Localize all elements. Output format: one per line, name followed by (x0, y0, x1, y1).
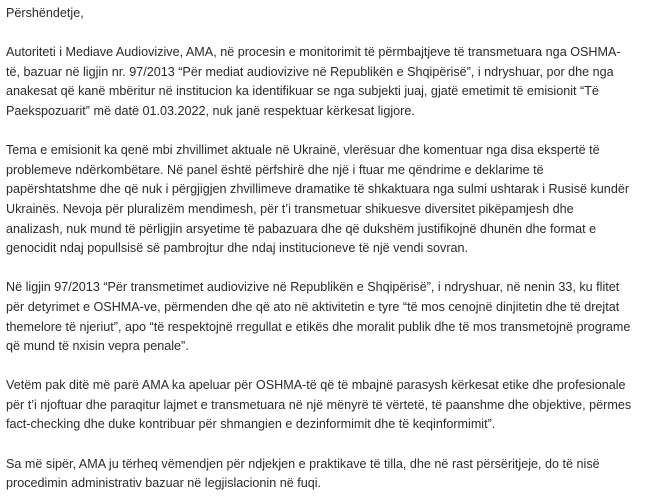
paragraph-line: papërshtatshme dhe që nuk i përgjigjen zhvillimeve dramatike të shkaktuara nga sulmi ushtarak i Rusisë kundër (6, 182, 630, 197)
greeting (6, 4, 656, 24)
paragraph-line: që mund të nxisin vepra penale”. (6, 339, 189, 354)
paragraph-line: Sa më sipër, AMA ju tërheq vëmendjen për ndjekjen e praktikave të tilla, dhe në rast përsëritjeje, do të nisë (6, 456, 600, 471)
paragraph-line: genocidit ndaj popullsisë së pambrojtur dhe ndaj institucioneve të një vendi sovran. (6, 241, 469, 256)
paragraph-3 (6, 278, 656, 356)
paragraph-5 (6, 455, 656, 494)
paragraph-1 (6, 43, 656, 121)
paragraph-line: procedimin administrativ bazuar në legjislacionin në fuqi. (6, 476, 322, 491)
paragraph-line: për detyrimet e OSHMA-ve, përmenden dhe që ato në aktivitetin e tyre “të mos cenojnë dinjitetin dhe të drejtat (6, 299, 620, 314)
paragraph-line: Në ligjin 97/2013 “Për transmetimet audiovizive në Republikën e Shqipërisë”, i ndryshuar, në nenin 33, ku flitet (6, 280, 620, 295)
paragraph-4 (6, 376, 656, 435)
paragraph-line: themelore të njeriut”, apo “të respektojnë rregullat e etikës dhe moralit publik dhe të mos transmetojnë programe (6, 319, 631, 334)
paragraph-line: analizash, nuk mund të përligjin arsyetime të pabazuara dhe që dukshëm justifikojnë dhunën dhe format e (6, 221, 597, 236)
paragraph-line: anakesat që kanë mbëritur në institucion ka identifikuar se nga subjekti juaj, gjatë emetimit të emisionit “Të (6, 84, 599, 99)
paragraph-line: për t’i njoftuar dhe paraqitur lajmet e transmetuara në një mënyrë të vërtetë, të paanshme dhe objektive, përmes (6, 397, 632, 412)
greeting-text: Përshëndetje, (6, 6, 84, 20)
paragraph-line: Tema e emisionit ka qenë mbi zhvillimet aktuale në Ukrainë, vlerësuar dhe komentuar nga disa ekspertë të (6, 143, 600, 158)
paragraph-line: Paekspozuarit” më datë 01.03.2022, nuk janë respektuar kërkesat ligjore. (6, 103, 415, 118)
paragraph-line: Vetëm pak ditë më parë AMA ka apeluar për OSHMA-të që të mbajnë parasysh kërkesat etike dhe profesionale (6, 378, 626, 393)
paragraph-line: Autoriteti i Mediave Audiovizive, AMA, në procesin e monitorimit të përmbajtjeve të transmetuara nga OSHMA- (6, 45, 621, 60)
paragraph-line: fact-checking dhe duke kontribuar për shmangien e dezinformimit dhe të keqinformimit”. (6, 417, 496, 432)
paragraph-line: të, bazuar në ligjin nr. 97/2013 “Për mediat audiovizive në Republikën e Shqipërisë”, i ndryshuar, por dhe nga (6, 64, 614, 79)
paragraph-line: problemeve ndërkombëtare. Në panel është përfshirë dhe një i ftuar me qëndrime e deklarime të (6, 162, 544, 177)
paragraph-line: Ukrainës. Nevoja për pluralizëm mendimesh, për t’i transmetuar shikuesve diversitet pikëpamjesh dhe (6, 201, 574, 216)
paragraph-2 (6, 141, 656, 259)
